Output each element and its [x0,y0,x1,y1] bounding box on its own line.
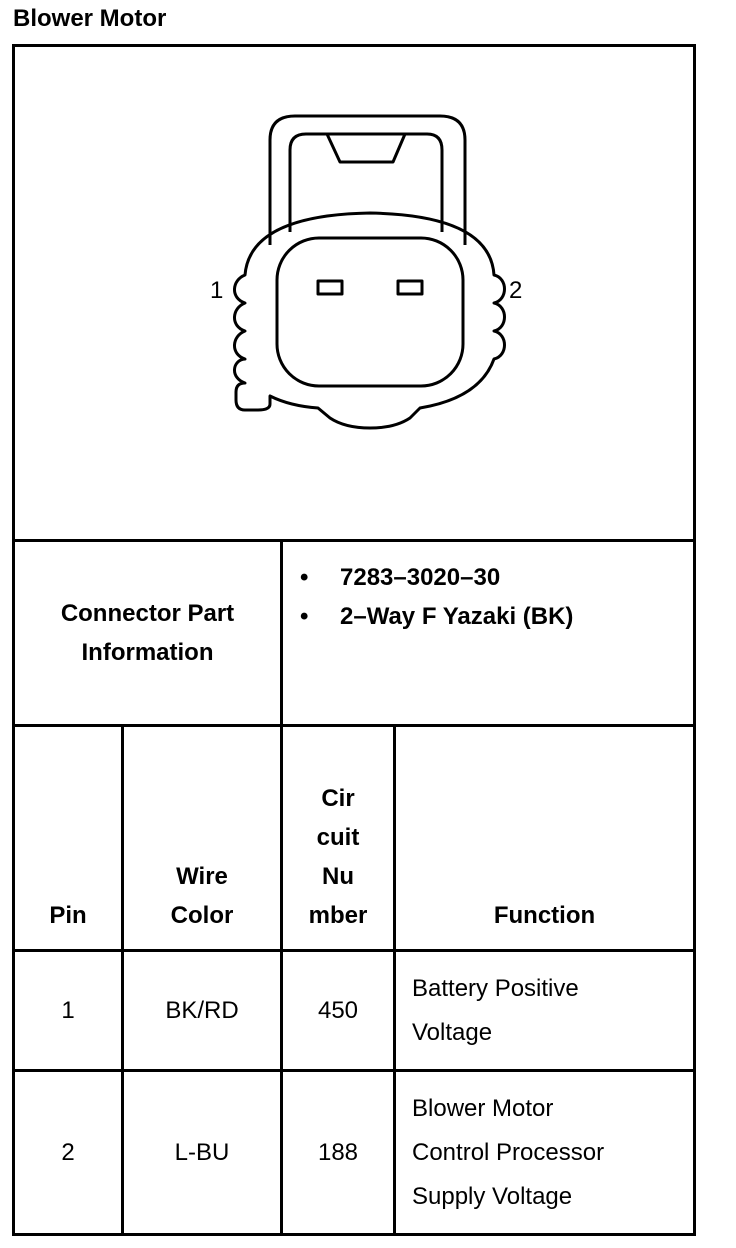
header-pin: Pin [49,902,87,929]
header-function: Function [493,902,596,929]
row-2-function: Blower Motor Control Processor Supply Voltage [412,1094,605,1210]
header-wire-color: Wire Color [170,863,234,929]
terminal-1-slot [318,281,342,294]
part-number: 7283–3020–30 [340,564,501,591]
pin-2-label: 2 [509,277,523,304]
row-1-wire-color: BK/RD [165,997,239,1024]
row-2-circuit: 188 [317,1139,359,1166]
bullet-icon: • [300,564,309,591]
terminal-2-slot [398,281,422,294]
mating-cavity [277,238,463,386]
connector-diagram [15,47,693,540]
part-info-list [300,558,573,636]
header-circuit-number: Cir cuit Nu mber [308,785,368,929]
row-2-wire-color: L-BU [174,1139,230,1166]
row-2-pin: 2 [61,1139,75,1166]
row-1-circuit: 450 [317,997,359,1024]
part-info-label: Connector Part Information [60,600,235,666]
latch-tab [327,134,405,162]
row-1-function: Battery Positive Voltage [412,974,579,1046]
page-title: Blower Motor [13,5,167,32]
pin-1-label: 1 [210,277,224,304]
connector-type-item [300,597,573,636]
connector-face-drawing [15,47,693,540]
connector-type: 2–Way F Yazaki (BK) [340,603,574,630]
row-1-pin: 1 [61,997,75,1024]
bullet-icon: • [300,603,309,630]
part-number-item [300,558,573,597]
